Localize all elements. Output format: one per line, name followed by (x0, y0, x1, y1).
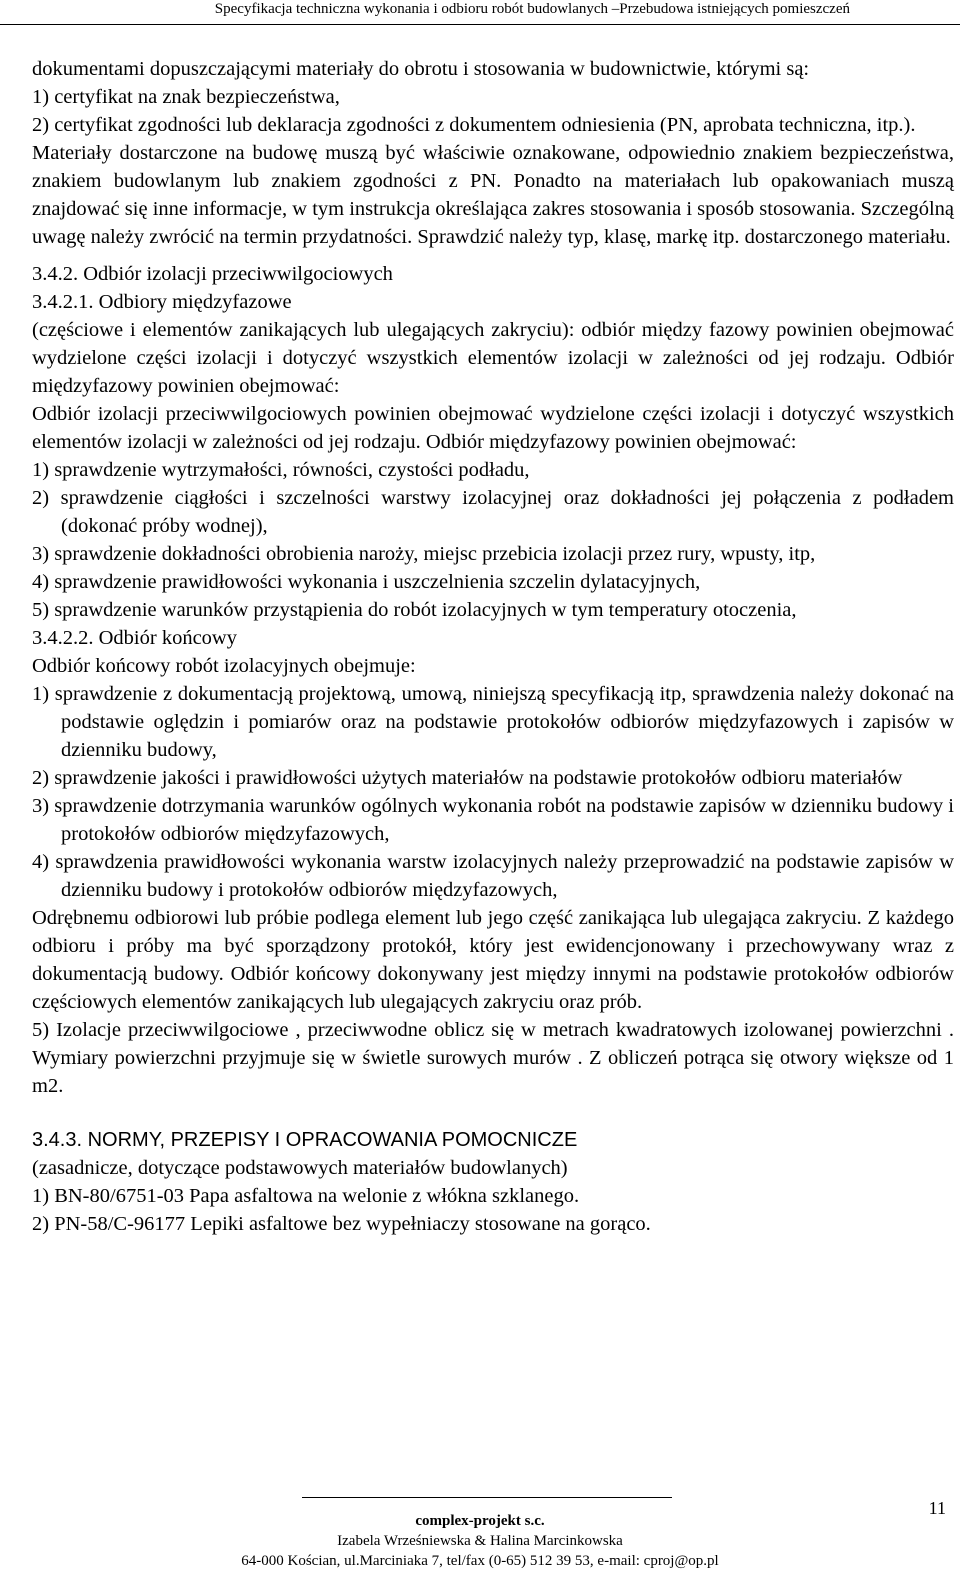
paragraph-interphase-scope: (częściowe i elementów zanikających lub ulegających zakryciu): odbiór między fazowy powinien obejmować wydzielone części izolacji i dotyczyć wszystkich elementów izolacji w zależności od jej rodzaju. Odbiór międzyfazowy powinien obejmować: (32, 319, 954, 397)
document-body (32, 55, 954, 1238)
section-heading-3-4-2: 3.4.2. Odbiór izolacji przeciwwilgociowych (32, 263, 393, 285)
header-title: Specyfikacja techniczna wykonania i odbioru robót budowlanych –Przebudowa istniejących pomieszczeń (214, 1, 850, 17)
list-item: 1) certyfikat na znak bezpieczeństwa, (32, 86, 340, 108)
spacer (32, 251, 954, 260)
list-item: 2) certyfikat zgodności lub deklaracja zgodności z dokumentem odniesienia (PN, aprobata techniczna, itp.). (32, 114, 916, 136)
list-item: 3) sprawdzenie dokładności obrobienia naroży, miejsc przebicia izolacji przez rury, wpusty, itp, (32, 543, 816, 565)
list-item: 1) sprawdzenie wytrzymałości, równości, czystości podładu, (32, 459, 530, 481)
paragraph-materials-marking: Materiały dostarczone na budowę muszą być właściwie oznakowane, odpowiednio znakiem bezpieczeństwa, znakiem budowlanym lub znakiem zgodności z PN. Ponadto na materiałach lub opakowaniach muszą znajdować się inne informacje, w tym instrukcja określająca zakres stosowania i sposób stosowania. Szczególną uwagę należy zwrócić na termin przydatności. Sprawdzić należy typ, klasę, markę itp. dostarczonego materiału. (32, 142, 954, 248)
list-item: 1) sprawdzenie z dokumentacją projektową, umową, niniejszą specyfikacją itp, sprawdzenia należy dokonać na podstawie oględzin i pomiarów oraz na podstawie protokołów odbiorów międzyfazowych i zapisów w dzienniku budowy, (32, 683, 954, 761)
footer-address: 64-000 Kościan, ul.Marciniaka 7, tel/fax (0-65) 512 39 53, e-mail: cproj@op.pl (241, 1553, 719, 1569)
list-item: 2) sprawdzenie jakości i prawidłowości użytych materiałów na podstawie protokołów odbioru materiałów (32, 767, 903, 789)
list-item: 4) sprawdzenia prawidłowości wykonania warstw izolacyjnych należy przeprowadzić na podstawie zapisów w dzienniku budowy i protokołów odbiorów międzyfazowych, (32, 851, 954, 901)
footer-names: Izabela Wrześniewska & Halina Marcinkowska (337, 1533, 623, 1549)
list-item: 2) sprawdzenie ciągłości i szczelności warstwy izolacyjnej oraz dokładności jej połączenia z podładem (dokonać próby wodnej), (32, 487, 954, 537)
paragraph-measurement: 5) Izolacje przeciwwilgociowe , przeciwwodne oblicz się w metrach kwadratowych izolowanej powierzchni . Wymiary powierzchni przyjmuje się w świetle surowych murów . Z obliczeń potrąca się otwory większe od 1 m2. (32, 1019, 954, 1097)
section-subheading: (zasadnicze, dotyczące podstawowych materiałów budowlanych) (32, 1157, 568, 1179)
list-item: 5) sprawdzenie warunków przystąpienia do robót izolacyjnych w tym temperatury otoczenia, (32, 599, 797, 621)
spacer (32, 1100, 954, 1126)
list-item: 4) sprawdzenie prawidłowości wykonania i uszczelnienia szczelin dylatacyjnych, (32, 571, 701, 593)
footer-divider (302, 1497, 672, 1498)
paragraph-separate-acceptance: Odrębnemu odbiorowi lub próbie podlega element lub jego część zanikająca lub ulegająca zakryciu. Z każdego odbioru i próby ma być sporządzony protokół, który jest ewidencjonowany i przechowywany wraz z dokumentacją budowy. Odbiór końcowy dokonywany jest między innymi na podstawie protokołów odbiorów częściowych elementów zanikających lub ulegających zakryciu oraz prób. (32, 907, 954, 1013)
list-item: 3) sprawdzenie dotrzymania warunków ogólnych wykonania robót na podstawie zapisów w dzienniku budowy i protokołów odbiorów międzyfazowych, (32, 795, 954, 845)
final-acceptance-intro: Odbiór końcowy robót izolacyjnych obejmuje: (32, 655, 416, 677)
footer-company: complex-projekt s.c. (415, 1513, 545, 1529)
section-heading-3-4-3: 3.4.3. NORMY, PRZEPISY I OPRACOWANIA POMOCNICZE (32, 1129, 578, 1151)
page-number: 11 (928, 1498, 946, 1518)
page-header (0, 0, 960, 25)
paragraph-documents: dokumentami dopuszczającymi materiały do obrotu i stosowania w budownictwie, którymi są: (32, 58, 810, 80)
norm-item: 2) PN-58/C-96177 Lepiki asfaltowe bez wypełniaczy stosowane na gorąco. (32, 1213, 651, 1235)
norm-item: 1) BN-80/6751-03 Papa asfaltowa na welonie z włókna szklanego. (32, 1185, 580, 1207)
section-heading-3-4-2-1: 3.4.2.1. Odbiory międzyfazowe (32, 291, 292, 313)
paragraph-interphase-detail: Odbiór izolacji przeciwwilgociowych powinien obejmować wydzielone części izolacji i dotyczyć wszystkich elementów izolacji w zależności od jej rodzaju. Odbiór międzyfazowy powinien obejmować: (32, 403, 954, 453)
page-footer (180, 1511, 780, 1571)
section-heading-3-4-2-2: 3.4.2.2. Odbiór końcowy (32, 627, 237, 649)
